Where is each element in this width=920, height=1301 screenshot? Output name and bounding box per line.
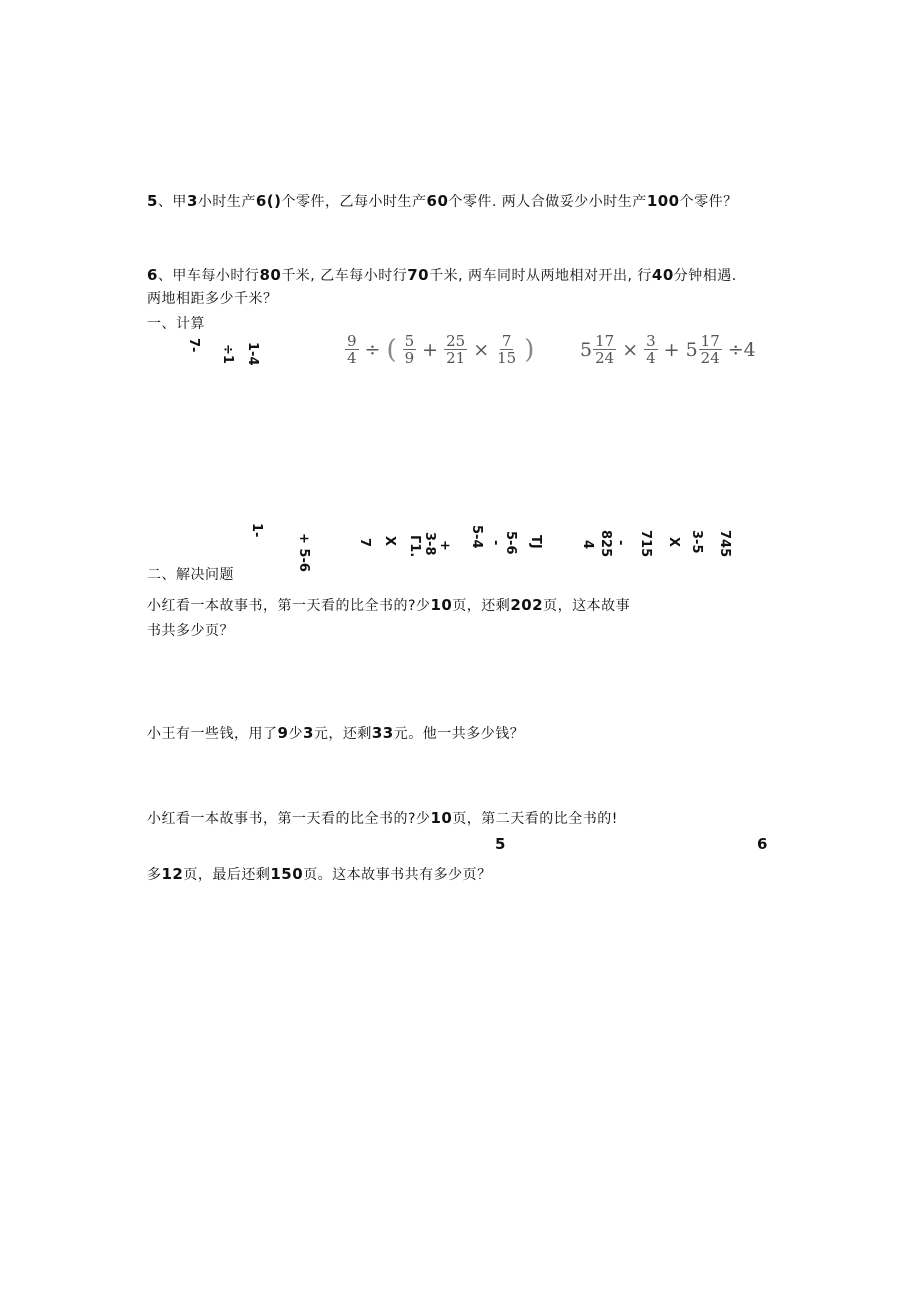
rotated-fragment: + [437, 540, 452, 551]
rotated-fragment: 5-4 [469, 525, 484, 549]
rotated-fragment: 1- [249, 523, 264, 538]
rotated-fragment: + 5-6 [296, 533, 311, 572]
rotated-fragment: X [666, 537, 681, 548]
section-title-calc: 一、计算 [147, 316, 205, 332]
rotated-fragment: 4 [580, 540, 595, 550]
mixed-number: 5 $\frac{17}{24}$ [685, 332, 720, 367]
rotated-fragment: - [613, 540, 628, 546]
rotated-fragment: 7 [357, 538, 372, 548]
rotated-fragment: 3-8 [422, 532, 437, 556]
rotated-fragment: TJ [528, 535, 543, 549]
mixed-number: 5 $\frac{17}{24}$ [580, 332, 615, 367]
rotated-fragment: 5-6 [503, 531, 518, 555]
problem-6-line2: 两地相距多少千米？ [147, 291, 278, 307]
rotated-fragment: 3-5 [689, 530, 704, 554]
question-1: 小红看一本故事书，第一天看的比全书的?少10页，还剩202页，这本故事 [147, 596, 631, 614]
rotated-fragment: X [382, 536, 397, 547]
rotated-fragment: Γ1. [407, 535, 422, 558]
fraction: $\frac{9}{4}$ [347, 332, 357, 367]
fraction: $\frac{5}{9}$ [404, 332, 415, 367]
question-2: 小王有一些钱，用了9少3元，还剩33元。他一共多少钱？ [147, 724, 525, 742]
rotated-fragment: 1-4 [245, 342, 260, 366]
section-title-solve: 二、解决问题 [147, 567, 234, 583]
question-1-line2: 书共多少页？ [147, 623, 234, 639]
fraction-denominator: 6 [757, 835, 768, 853]
fraction: $\frac{3}{4}$ [646, 332, 656, 367]
rotated-fragment: 745 [717, 530, 732, 558]
question-3-line2: 多12页，最后还剩150页。这本故事书共有多少页？ [147, 865, 492, 883]
rotated-fragment: - [488, 540, 503, 546]
problem-6: 6、甲车每小时行80千米, 乙车每小时行70千米, 两车同时从两地相对开出, 行40分钟相遇. [147, 266, 737, 284]
problem-5: 5、甲3小时生产6()个零件，乙每小时生产60个零件. 两人合做妥少小时生产100个零件？ [147, 192, 738, 210]
rotated-fragment: 7- [186, 338, 201, 353]
problem-number: 6 [147, 266, 158, 284]
rotated-fragment: 715 [638, 530, 653, 558]
expression-2: 5 $\frac{17}{24}$ × $\frac{3}{4}$ + 5 $\frac{17}{24}$ ÷4 [580, 332, 756, 367]
rotated-fragment: 825 [598, 530, 613, 558]
fraction: $\frac{7}{15}$ [497, 332, 517, 367]
rotated-fragment: ÷1 [220, 344, 235, 364]
fraction: $\frac{25}{21}$ [446, 332, 466, 367]
question-3: 小红看一本故事书，第一天看的比全书的?少10页，第二天看的比全书的! [147, 809, 618, 827]
problem-number: 5 [147, 192, 158, 210]
fraction-denominator: 5 [495, 835, 506, 853]
expression-1: $\frac{9}{4}$ ÷ ( $\frac{5}{9}$ + $\frac{25}{21}$ × $\frac{7}{15}$ ) [347, 332, 535, 367]
